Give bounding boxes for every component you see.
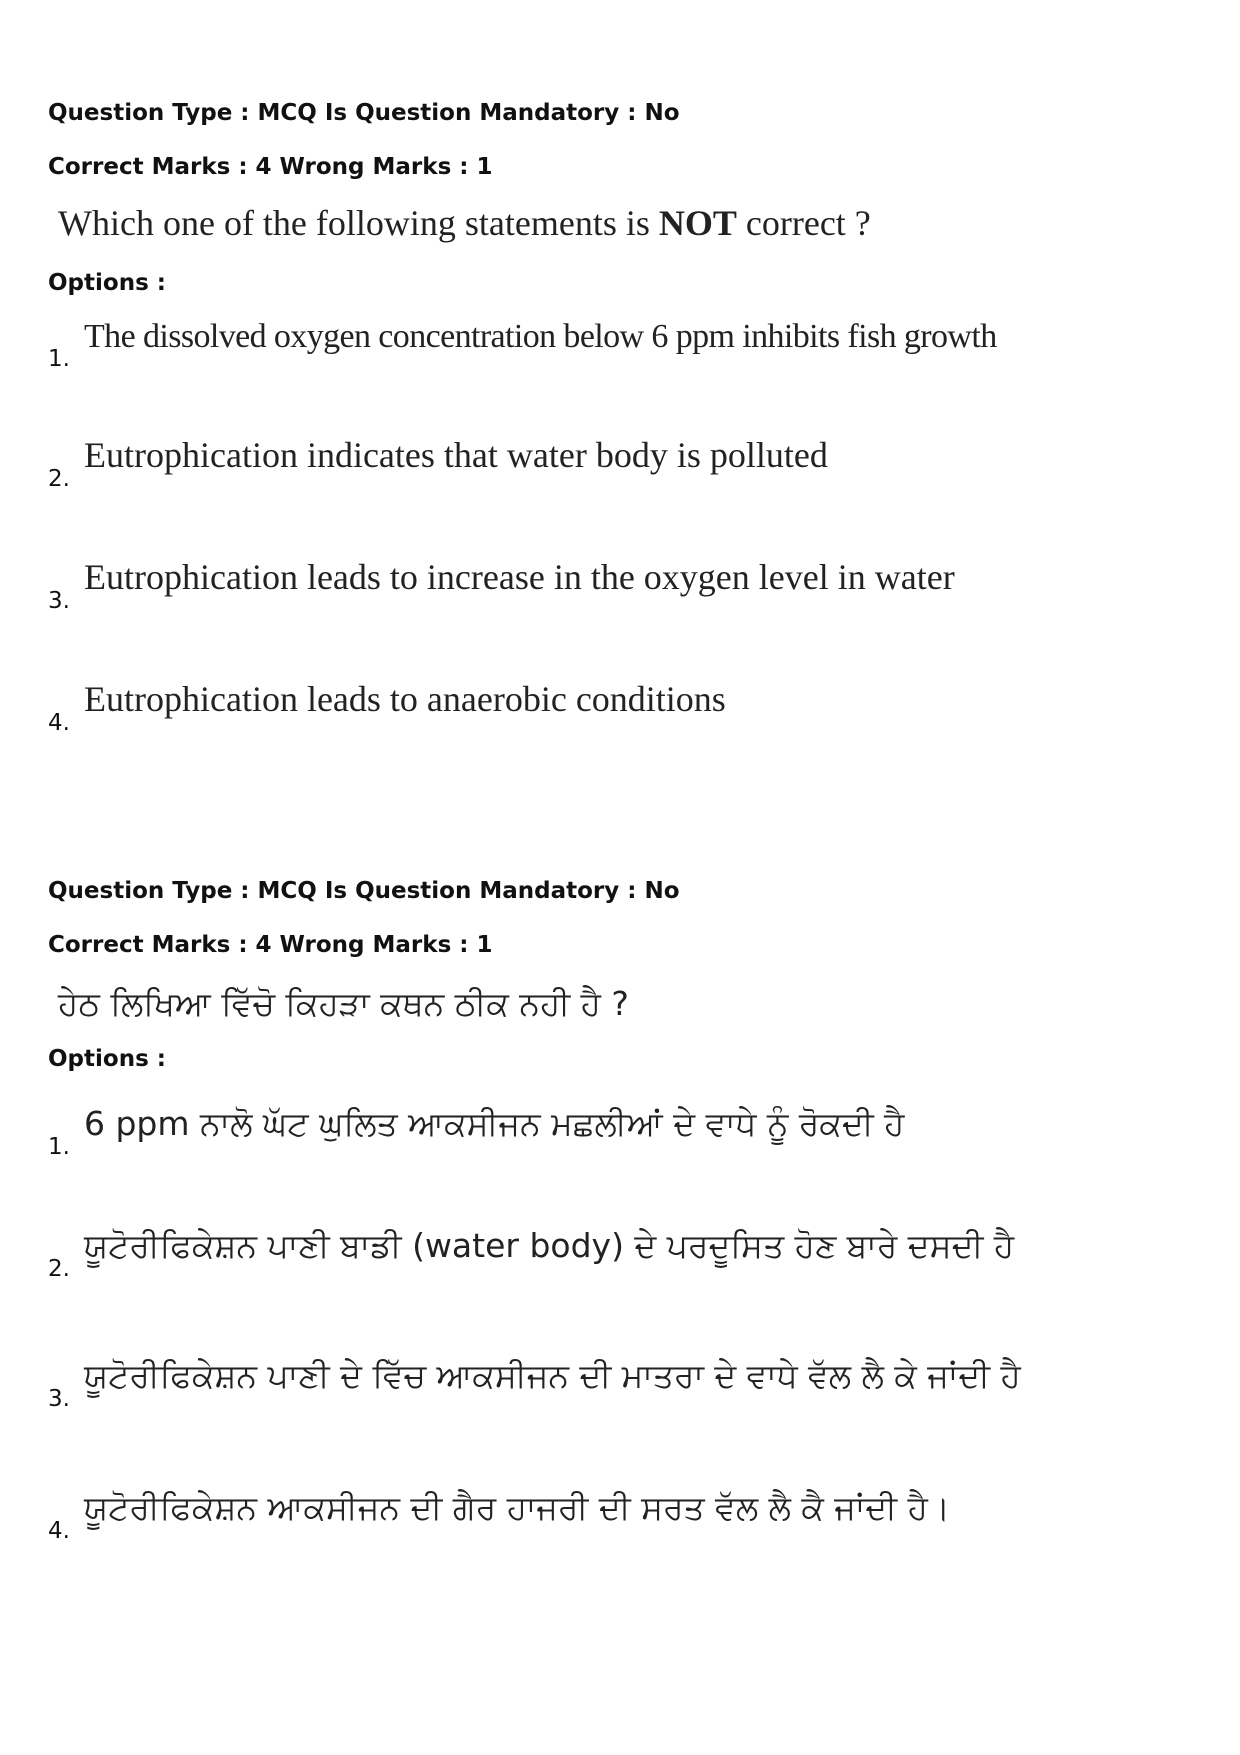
option-4[interactable] [48,1484,1148,1544]
question-text-before: Which one of the following statements is [58,203,659,243]
option-number: 3. [48,588,70,614]
marks-line: Correct Marks : 4 Wrong Marks : 1 [48,932,493,958]
question-text-emphasis: NOT [658,203,737,243]
marks-line: Correct Marks : 4 Wrong Marks : 1 [48,154,493,180]
option-3[interactable] [48,1352,1148,1412]
option-text: Eutrophication leads to increase in the oxygen level in water [84,557,955,597]
option-number: 1. [48,1134,70,1160]
option-text: 6 ppm ਨਾਲੋ ਘੱਟ ਘੁਲਿਤ ਆਕਸੀਜਨ ਮਛਲੀਆਂ ਦੇ ਵਾਧੇ ਨੂੰ ਰੋਕਦੀ ਹੈ [84,1104,905,1143]
option-number: 2. [48,1256,70,1282]
option-number: 1. [48,346,70,372]
question-text [58,202,871,244]
option-number: 3. [48,1386,70,1412]
option-3[interactable] [48,554,1148,614]
option-number: 4. [48,1518,70,1544]
option-number: 4. [48,710,70,736]
option-2[interactable] [48,1222,1148,1282]
option-text: The dissolved oxygen concentration below 6 ppm inhibits fish growth [84,318,997,355]
option-text: Eutrophication leads to anaerobic conditions [84,679,726,719]
option-text: ਯੂਟੋਰੀਫਿਕੇਸ਼ਨ ਪਾਣੀ ਦੇ ਵਿੱਚ ਆਕਸੀਜਨ ਦੀ ਮਾਤਰਾ ਦੇ ਵਾਧੇ ਵੱਲ ਲੈ ਕੇ ਜਾਂਦੀ ਹੈ [84,1356,1021,1395]
question-type-line: Question Type : MCQ Is Question Mandatory : No [48,878,680,904]
option-2[interactable] [48,432,1148,492]
options-label: Options : [48,1046,166,1072]
question-text-after: correct ? [736,203,871,243]
option-1[interactable] [48,312,1148,372]
question-text: ਹੇਠ ਲਿਖਿਆ ਵਿੱਚੋ ਕਿਹੜਾ ਕਥਨ ਠੀਕ ਨਹੀ ਹੈ ? [58,984,629,1023]
option-number: 2. [48,466,70,492]
option-text: ਯੂਟੋਰੀਫਿਕੇਸ਼ਨ ਆਕਸੀਜਨ ਦੀ ਗੈਰ ਹਾਜਰੀ ਦੀ ਸਰਤ ਵੱਲ ਲੈ ਕੈ ਜਾਂਦੀ ਹੈ। [84,1488,951,1527]
option-1[interactable] [48,1100,1148,1160]
option-text: Eutrophication indicates that water body is polluted [84,435,828,475]
option-4[interactable] [48,676,1148,736]
option-text: ਯੂਟੋਰੀਫਿਕੇਸ਼ਨ ਪਾਣੀ ਬਾਡੀ (water body) ਦੇ ਪਰਦੂਸਿਤ ਹੋਣ ਬਾਰੇ ਦਸਦੀ ਹੈ [84,1226,1015,1265]
options-label: Options : [48,270,166,296]
question-type-line: Question Type : MCQ Is Question Mandatory : No [48,100,680,126]
